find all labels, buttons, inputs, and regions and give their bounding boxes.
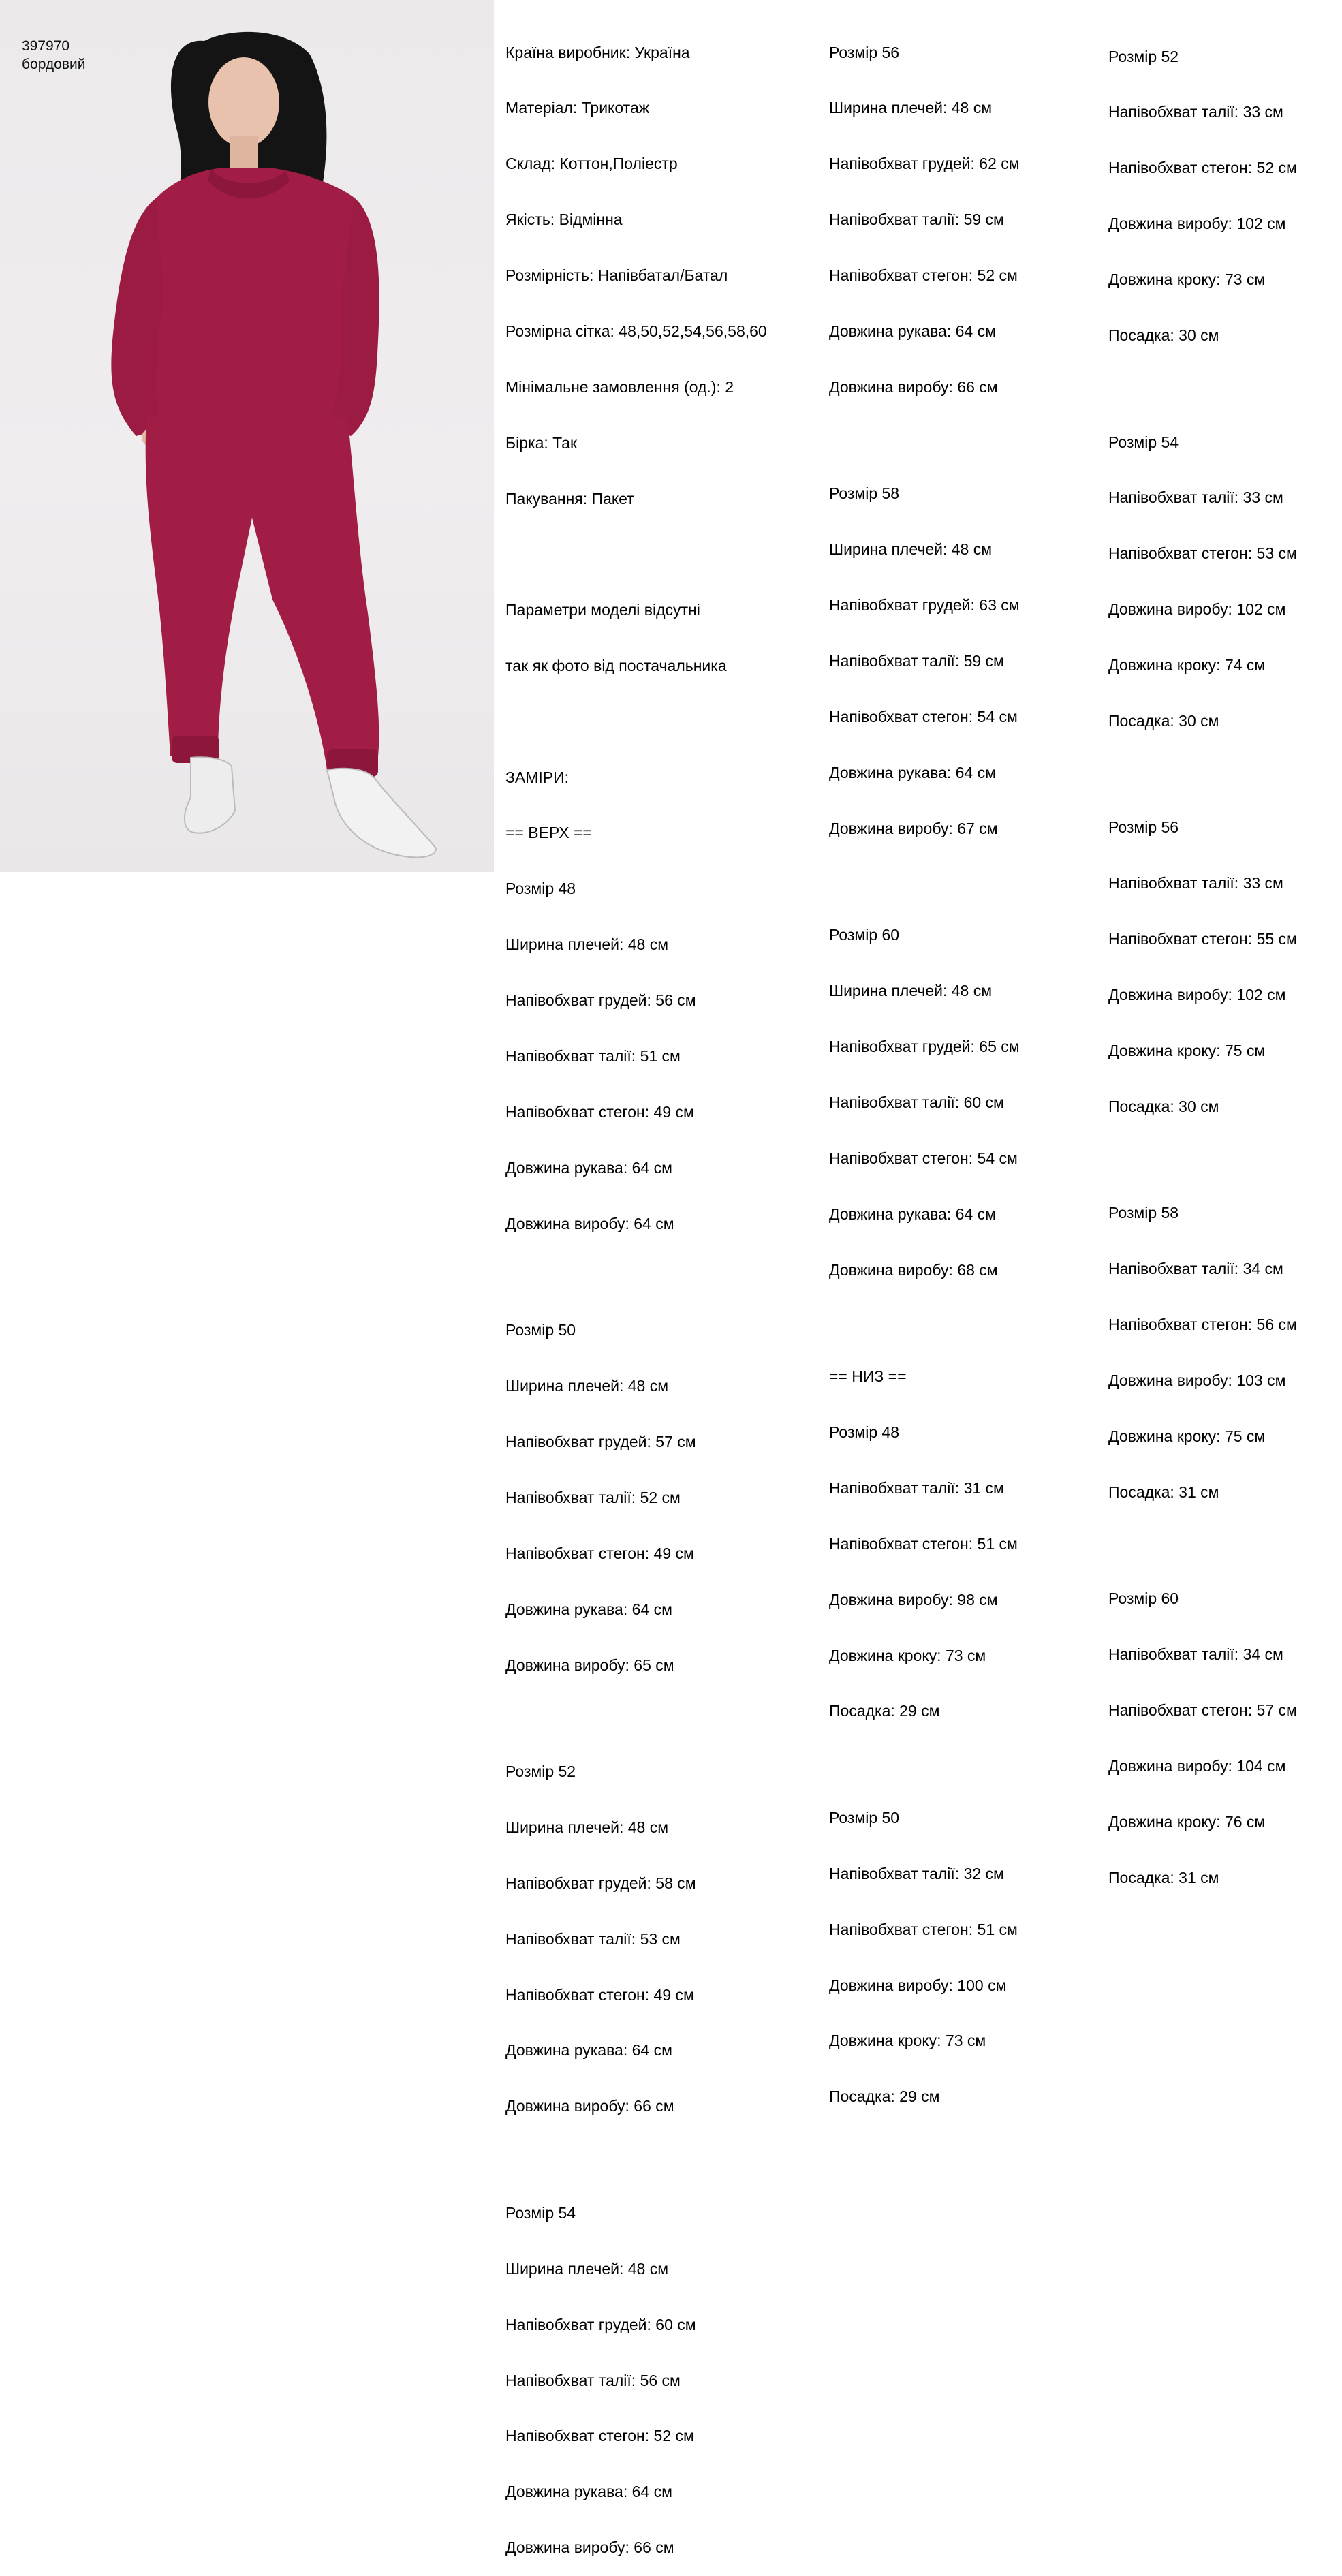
spec-line: Склад: Коттон,Поліестр	[505, 155, 678, 173]
size-line: Посадка: 30 см	[1108, 711, 1219, 730]
product-sku: 397970	[22, 38, 70, 54]
size-line: Довжина рукава: 64 см	[505, 2041, 672, 2060]
size-line: Довжина рукава: 64 см	[829, 1205, 996, 1223]
size-line: Довжина виробу: 100 см	[829, 1976, 1007, 1994]
note-line: так як фото від постачальника	[505, 657, 727, 675]
size-line: Напівобхват грудей: 60 см	[505, 2315, 696, 2333]
size-line: Напівобхват стегон: 52 см	[829, 266, 1018, 285]
size-line: Посадка: 30 см	[1108, 1097, 1219, 1115]
size-line: Посадка: 31 см	[1108, 1868, 1219, 1887]
note-line: Параметри моделі відсутні	[505, 601, 700, 619]
size-line: Довжина кроку: 73 см	[829, 1646, 986, 1664]
product-label	[22, 37, 85, 74]
size-line: Довжина виробу: 66 см	[505, 2097, 674, 2115]
spec-line: Бірка: Так	[505, 433, 578, 452]
specs-column-2	[829, 6, 1020, 2125]
size-line: Довжина виробу: 102 см	[1108, 986, 1286, 1004]
size-line: Довжина виробу: 103 см	[1108, 1371, 1286, 1390]
size-line: Довжина кроку: 75 см	[1108, 1042, 1266, 1060]
size-line: Посадка: 29 см	[829, 2088, 940, 2106]
size-line: Довжина виробу: 68 см	[829, 1260, 998, 1279]
size-line: Напівобхват стегон: 52 см	[505, 2427, 694, 2445]
spec-line: Країна виробник: Україна	[505, 43, 690, 61]
size-line: Посадка: 30 см	[1108, 326, 1219, 345]
size-line: Напівобхват стегон: 54 см	[829, 707, 1018, 726]
size-line: Напівобхват стегон: 54 см	[829, 1149, 1018, 1167]
size-line: Напівобхват стегон: 51 см	[829, 1534, 1018, 1553]
spec-line: Розмірна сітка: 48,50,52,54,56,58,60	[505, 322, 767, 341]
size-line: Напівобхват стегон: 49 см	[505, 1544, 694, 1562]
size-line: Довжина виробу: 65 см	[505, 1656, 674, 1674]
size-line: Довжина кроку: 76 см	[1108, 1812, 1266, 1831]
specs-column-1	[505, 6, 767, 2576]
spec-line: Розмірність: Напівбатал/Батал	[505, 266, 728, 285]
size-title: Розмір 50	[829, 1808, 900, 1827]
size-line: Напівобхват грудей: 65 см	[829, 1038, 1020, 1056]
size-line: Напівобхват талії: 59 см	[829, 211, 1004, 229]
size-line: Довжина виробу: 64 см	[505, 1214, 674, 1232]
measurements-title: ЗАМІРИ:	[505, 768, 569, 786]
size-line: Напівобхват талії: 33 см	[1108, 103, 1283, 121]
bottom-section-title: == НИЗ ==	[829, 1367, 907, 1386]
size-title: Розмір 48	[505, 880, 576, 898]
size-line: Напівобхват стегон: 49 см	[505, 1985, 694, 2004]
product-photo	[0, 0, 494, 872]
size-line: Напівобхват грудей: 58 см	[505, 1874, 696, 1892]
size-line: Напівобхват талії: 32 см	[829, 1864, 1004, 1882]
size-line: Ширина плечей: 48 см	[829, 982, 993, 1000]
size-line: Довжина виробу: 102 см	[1108, 215, 1286, 233]
size-line: Довжина кроку: 73 см	[829, 2032, 986, 2050]
size-line: Напівобхват талії: 34 см	[1108, 1645, 1283, 1664]
size-line: Напівобхват стегон: 55 см	[1108, 930, 1297, 948]
size-line: Напівобхват талії: 33 см	[1108, 488, 1283, 507]
size-title: Розмір 60	[1108, 1589, 1179, 1608]
size-line: Напівобхват стегон: 52 см	[1108, 159, 1297, 177]
size-line: Напівобхват грудей: 62 см	[829, 155, 1020, 173]
size-line: Довжина рукава: 64 см	[829, 763, 996, 781]
size-line: Напівобхват стегон: 51 см	[829, 1920, 1018, 1938]
size-title: Розмір 58	[829, 484, 900, 503]
size-line: Напівобхват талії: 52 см	[505, 1488, 681, 1506]
size-title: Розмір 52	[505, 1763, 576, 1781]
size-line: Довжина рукава: 64 см	[505, 2483, 672, 2501]
size-line: Ширина плечей: 48 см	[505, 935, 669, 954]
size-line: Напівобхват талії: 60 см	[829, 1093, 1004, 1111]
spec-line: Мінімальне замовлення (од.): 2	[505, 377, 734, 396]
size-line: Довжина виробу: 102 см	[1108, 600, 1286, 619]
size-line: Ширина плечей: 48 см	[505, 2259, 669, 2278]
size-title: Розмір 52	[1108, 47, 1179, 65]
spec-line: Якість: Відмінна	[505, 211, 623, 229]
size-line: Напівобхват грудей: 56 см	[505, 991, 696, 1010]
size-line: Напівобхват талії: 59 см	[829, 652, 1004, 670]
product-color: бордовий	[22, 57, 86, 72]
size-line: Напівобхват стегон: 49 см	[505, 1102, 694, 1121]
specs-column-3	[1108, 10, 1297, 1906]
size-line: Довжина виробу: 66 см	[505, 2539, 674, 2557]
size-line: Ширина плечей: 48 см	[505, 1818, 669, 1836]
size-title: Розмір 60	[829, 926, 900, 944]
size-line: Довжина кроку: 73 см	[1108, 270, 1266, 289]
size-line: Напівобхват грудей: 57 см	[505, 1432, 696, 1450]
size-line: Напівобхват талії: 33 см	[1108, 874, 1283, 893]
size-line: Напівобхват грудей: 63 см	[829, 596, 1020, 615]
size-line: Напівобхват талії: 31 см	[829, 1478, 1004, 1497]
size-title: Розмір 54	[505, 2203, 576, 2222]
size-line: Довжина виробу: 104 см	[1108, 1757, 1286, 1775]
size-line: Напівобхват талії: 51 см	[505, 1047, 681, 1066]
size-line: Напівобхват стегон: 57 см	[1108, 1701, 1297, 1720]
size-line: Довжина виробу: 67 см	[829, 819, 998, 837]
size-line: Напівобхват талії: 56 см	[505, 2371, 681, 2389]
size-line: Довжина рукава: 64 см	[505, 1158, 672, 1177]
size-line: Довжина кроку: 74 см	[1108, 656, 1266, 674]
size-line: Посадка: 29 см	[829, 1702, 940, 1720]
size-title: Розмір 48	[829, 1423, 900, 1441]
spec-line: Пакування: Пакет	[505, 489, 634, 508]
size-line: Напівобхват талії: 34 см	[1108, 1260, 1283, 1278]
size-title: Розмір 54	[1108, 433, 1179, 451]
size-title: Розмір 50	[505, 1321, 576, 1339]
size-title: Розмір 56	[1108, 818, 1179, 837]
size-line: Напівобхват талії: 53 см	[505, 1929, 681, 1948]
size-line: Ширина плечей: 48 см	[505, 1377, 669, 1395]
size-line: Ширина плечей: 48 см	[829, 99, 993, 117]
size-line: Ширина плечей: 48 см	[829, 540, 993, 559]
size-line: Довжина виробу: 98 см	[829, 1590, 998, 1609]
size-line: Довжина виробу: 66 см	[829, 377, 998, 396]
size-line: Довжина кроку: 75 см	[1108, 1427, 1266, 1445]
size-line: Довжина рукава: 64 см	[505, 1600, 672, 1618]
size-line: Довжина рукава: 64 см	[829, 322, 996, 341]
size-line: Напівобхват стегон: 53 см	[1108, 544, 1297, 563]
size-line: Напівобхват стегон: 56 см	[1108, 1316, 1297, 1334]
spec-line: Матеріал: Трикотаж	[505, 99, 650, 117]
size-title: Розмір 56	[829, 43, 900, 61]
model-illustration	[0, 0, 494, 872]
top-section-title: == ВЕРХ ==	[505, 824, 592, 842]
size-title: Розмір 58	[1108, 1204, 1179, 1222]
size-line: Посадка: 31 см	[1108, 1483, 1219, 1501]
